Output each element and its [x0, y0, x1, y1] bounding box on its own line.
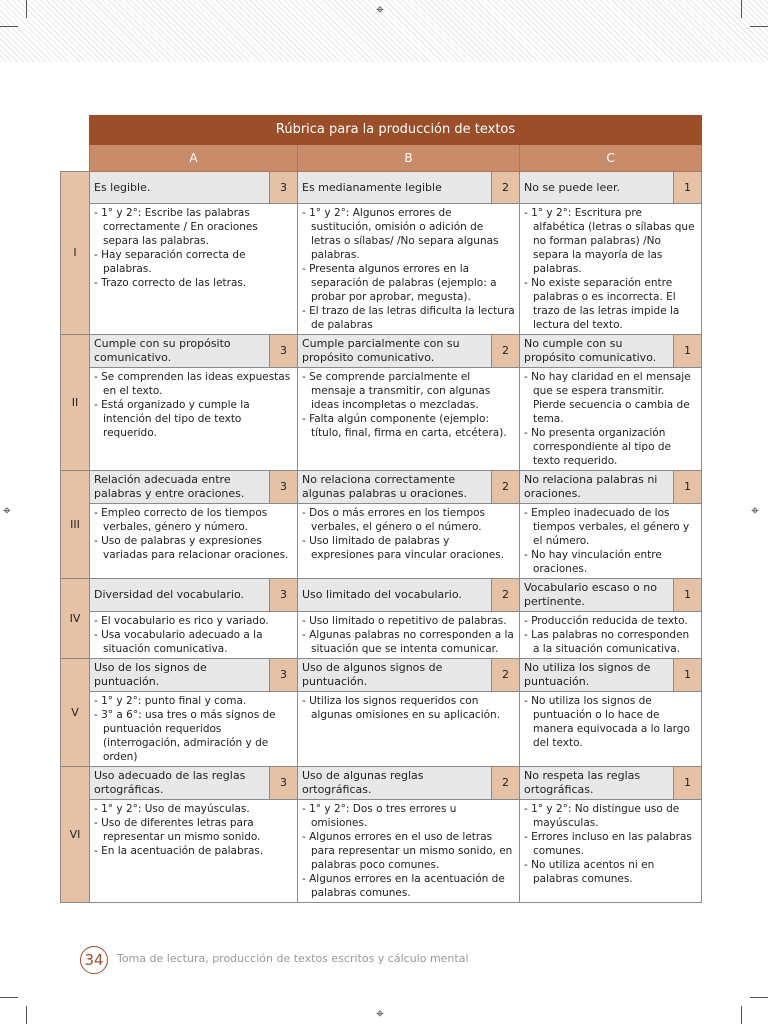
descriptor-list [302, 370, 515, 440]
criterion-text: No relaciona correctamente algunas palabras u oraciones. [298, 471, 492, 504]
descriptor-list [524, 802, 697, 886]
criterion-text: No utiliza los signos de puntuación. [520, 659, 674, 692]
descriptor-item: - Se comprenden las ideas expuestas en el texto. [94, 371, 291, 397]
score-badge: 3 [270, 767, 298, 800]
descriptor-list [524, 206, 697, 332]
criterion-row [61, 767, 702, 800]
descriptor-item: - Las palabras no corresponden a la situación comunicativa. [524, 629, 690, 655]
descriptor-item: - No utiliza acentos ni en palabras comunes. [524, 859, 655, 885]
criterion-text: No respeta las reglas ortográficas. [520, 767, 674, 800]
criterion-text: Uso de los signos de puntuación. [90, 659, 270, 692]
descriptor-item: - Hay separación correcta de palabras. [94, 249, 246, 275]
row-numeral: VI [61, 767, 90, 903]
descriptor-cell [90, 692, 298, 767]
crop-mark [741, 0, 742, 18]
crop-mark [26, 1006, 27, 1024]
descriptor-item: - Uso de palabras y expresiones variadas para relacionar oraciones. [94, 535, 289, 561]
descriptor-item: - Está organizado y cumple la intención del tipo de texto requerido. [94, 399, 250, 439]
descriptor-cell [90, 504, 298, 579]
descriptor-list [94, 614, 293, 656]
criterion-row [61, 335, 702, 368]
registration-mark-icon: ⌖ [376, 2, 384, 18]
descriptor-cell [520, 504, 702, 579]
criterion-text: Uso de algunos signos de puntuación. [298, 659, 492, 692]
descriptor-cell [520, 692, 702, 767]
row-numeral: II [61, 335, 90, 471]
descriptor-row [61, 612, 702, 659]
criterion-row [61, 659, 702, 692]
column-header-c: C [520, 145, 702, 172]
descriptor-list [94, 506, 293, 562]
column-header-a: A [90, 145, 298, 172]
descriptor-item: - Uso limitado de palabras y expresiones para vincular oraciones. [302, 535, 505, 561]
descriptor-cell [298, 204, 520, 335]
descriptor-list [302, 206, 515, 332]
descriptor-item: - Dos o más errores en los tiempos verbales, el género o el número. [302, 507, 486, 533]
descriptor-item: - Falta algún componente (ejemplo: título, final, firma en carta, etcétera). [302, 413, 507, 439]
row-numeral: III [61, 471, 90, 579]
criterion-text: Uso limitado del vocabulario. [298, 579, 492, 612]
descriptor-row [61, 368, 702, 471]
descriptor-item: - 1° y 2°: Escribe las palabras correctamente / En oraciones separa las palabras. [94, 207, 258, 247]
criterion-text: Vocabulario escaso o no pertinente. [520, 579, 674, 612]
descriptor-item: - 1° y 2°: punto final y coma. [94, 695, 247, 707]
descriptor-cell [520, 612, 702, 659]
score-badge: 1 [674, 335, 702, 368]
descriptor-item: - Errores incluso en las palabras comunes. [524, 831, 692, 857]
descriptor-list [524, 614, 697, 656]
descriptor-list [302, 506, 515, 562]
rubric-body [61, 172, 702, 903]
criterion-text: Cumple parcialmente con su propósito comunicativo. [298, 335, 492, 368]
descriptor-list [302, 802, 515, 900]
registration-mark-icon: ⌖ [376, 1006, 384, 1022]
descriptor-item: - Algunos errores en el uso de letras para representar un mismo sonido, en palabras poco comunes. [302, 831, 513, 871]
descriptor-item: - 3° a 6°: usa tres o más signos de puntuación requeridos (interrogación, admiración y de orden) [94, 709, 276, 763]
descriptor-cell [520, 800, 702, 903]
descriptor-row [61, 204, 702, 335]
descriptor-item: - Se comprende parcialmente el mensaje a transmitir, con algunas ideas incompletas o mezcladas. [302, 371, 491, 411]
descriptor-item: - Presenta algunos errores en la separación de palabras (ejemplo: a probar por aprobar, megusta). [302, 263, 497, 303]
descriptor-cell [298, 504, 520, 579]
score-badge: 1 [674, 172, 702, 204]
crop-mark [750, 997, 768, 998]
score-badge: 2 [492, 659, 520, 692]
score-badge: 3 [270, 471, 298, 504]
footer-text: Toma de lectura, producción de textos escritos y cálculo mental [117, 952, 469, 965]
descriptor-list [94, 370, 293, 440]
descriptor-item: - 1° y 2°: Escritura pre alfabética (letras o sílabas que no forman palabras) /No separa la mayoría de las palabras. [524, 207, 695, 275]
score-badge: 1 [674, 767, 702, 800]
corner-blank [61, 116, 90, 145]
descriptor-item: - No existe separación entre palabras o es incorrecta. El trazo de las letras impide la lectura del texto. [524, 277, 680, 331]
descriptor-cell [90, 368, 298, 471]
descriptor-item: - Producción reducida de texto. [524, 615, 688, 627]
criterion-text: Uso de algunas reglas ortográficas. [298, 767, 492, 800]
criterion-text: No relaciona palabras ni oraciones. [520, 471, 674, 504]
score-badge: 2 [492, 767, 520, 800]
page-number: 34 [80, 946, 108, 974]
descriptor-item: - En la acentuación de palabras. [94, 845, 264, 857]
score-badge: 3 [270, 172, 298, 204]
descriptor-cell [298, 368, 520, 471]
descriptor-cell [298, 800, 520, 903]
criterion-row [61, 172, 702, 204]
score-badge: 2 [492, 471, 520, 504]
criterion-text: No cumple con su propósito comunicativo. [520, 335, 674, 368]
crop-mark [741, 1006, 742, 1024]
descriptor-list [524, 370, 697, 468]
descriptor-cell [90, 612, 298, 659]
descriptor-list [94, 206, 293, 290]
score-badge: 3 [270, 579, 298, 612]
descriptor-row [61, 504, 702, 579]
descriptor-item: - Algunas palabras no corresponden a la situación que se intenta comunicar. [302, 629, 514, 655]
descriptor-item: - No hay vinculación entre oraciones. [524, 549, 662, 575]
descriptor-list [302, 694, 515, 722]
rubric-table [60, 115, 702, 903]
descriptor-cell [298, 692, 520, 767]
crop-mark [0, 997, 18, 998]
score-badge: 3 [270, 659, 298, 692]
descriptor-item: - Trazo correcto de las letras. [94, 277, 247, 289]
descriptor-row [61, 692, 702, 767]
criterion-row [61, 579, 702, 612]
descriptor-cell [520, 204, 702, 335]
descriptor-list [302, 614, 515, 656]
descriptor-item: - El vocabulario es rico y variado. [94, 615, 269, 627]
descriptor-item: - No presenta organización correspondiente al tipo de texto requerido. [524, 427, 671, 467]
descriptor-item: - Algunos errores en la acentuación de palabras comunes. [302, 873, 505, 899]
header-hatch-band [0, 0, 768, 62]
crop-mark [26, 0, 27, 18]
registration-mark-icon: ⌖ [3, 503, 11, 519]
criterion-text: Relación adecuada entre palabras y entre oraciones. [90, 471, 270, 504]
descriptor-list [524, 694, 697, 750]
criterion-text: Cumple con su propósito comunicativo. [90, 335, 270, 368]
row-numeral: I [61, 172, 90, 335]
descriptor-cell [90, 800, 298, 903]
descriptor-item: - 1° y 2°: No distingue uso de mayúsculas. [524, 803, 680, 829]
crop-mark [750, 26, 768, 27]
score-badge: 1 [674, 471, 702, 504]
corner-blank [61, 145, 90, 172]
rubric-title: Rúbrica para la producción de textos [90, 116, 702, 145]
descriptor-item: - Utiliza los signos requeridos con algunas omisiones en su aplicación. [302, 695, 501, 721]
criterion-text: Es medianamente legible [298, 172, 492, 204]
descriptor-item: - No utiliza los signos de puntuación o lo hace de manera equivocada a lo largo del texto. [524, 695, 690, 749]
descriptor-item: - Empleo correcto de los tiempos verbales, género y número. [94, 507, 268, 533]
registration-mark-icon: ⌖ [751, 503, 759, 519]
score-badge: 3 [270, 335, 298, 368]
row-numeral: V [61, 659, 90, 767]
criterion-text: Diversidad del vocabulario. [90, 579, 270, 612]
descriptor-item: - No hay claridad en el mensaje que se espera transmitir. Pierde secuencia o cambia de tema. [524, 371, 691, 425]
descriptor-list [524, 506, 697, 576]
descriptor-row [61, 800, 702, 903]
descriptor-item: - Usa vocabulario adecuado a la situación comunicativa. [94, 629, 263, 655]
descriptor-cell [298, 612, 520, 659]
descriptor-list [94, 802, 293, 858]
descriptor-item: - 1° y 2°: Dos o tres errores u omisiones. [302, 803, 457, 829]
criterion-text: Es legible. [90, 172, 270, 204]
descriptor-item: - Uso limitado o repetitivo de palabras. [302, 615, 507, 627]
descriptor-item: - Empleo inadecuado de los tiempos verbales, el género y el número. [524, 507, 690, 547]
crop-mark [0, 26, 18, 27]
criterion-text: Uso adecuado de las reglas ortográficas. [90, 767, 270, 800]
descriptor-list [94, 694, 293, 764]
score-badge: 2 [492, 335, 520, 368]
score-badge: 1 [674, 579, 702, 612]
descriptor-cell [520, 368, 702, 471]
score-badge: 2 [492, 172, 520, 204]
score-badge: 2 [492, 579, 520, 612]
descriptor-item: - El trazo de las letras dificulta la lectura de palabras [302, 305, 515, 331]
descriptor-item: - 1° y 2°: Algunos errores de sustitución, omisión o adición de letras o sílabas/ /No separa algunas palabras. [302, 207, 499, 261]
descriptor-cell [90, 204, 298, 335]
criterion-text: No se puede leer. [520, 172, 674, 204]
row-numeral: IV [61, 579, 90, 659]
descriptor-item: - 1° y 2°: Uso de mayúsculas. [94, 803, 250, 815]
descriptor-item: - Uso de diferentes letras para representar un mismo sonido. [94, 817, 261, 843]
criterion-row [61, 471, 702, 504]
column-header-b: B [298, 145, 520, 172]
score-badge: 1 [674, 659, 702, 692]
